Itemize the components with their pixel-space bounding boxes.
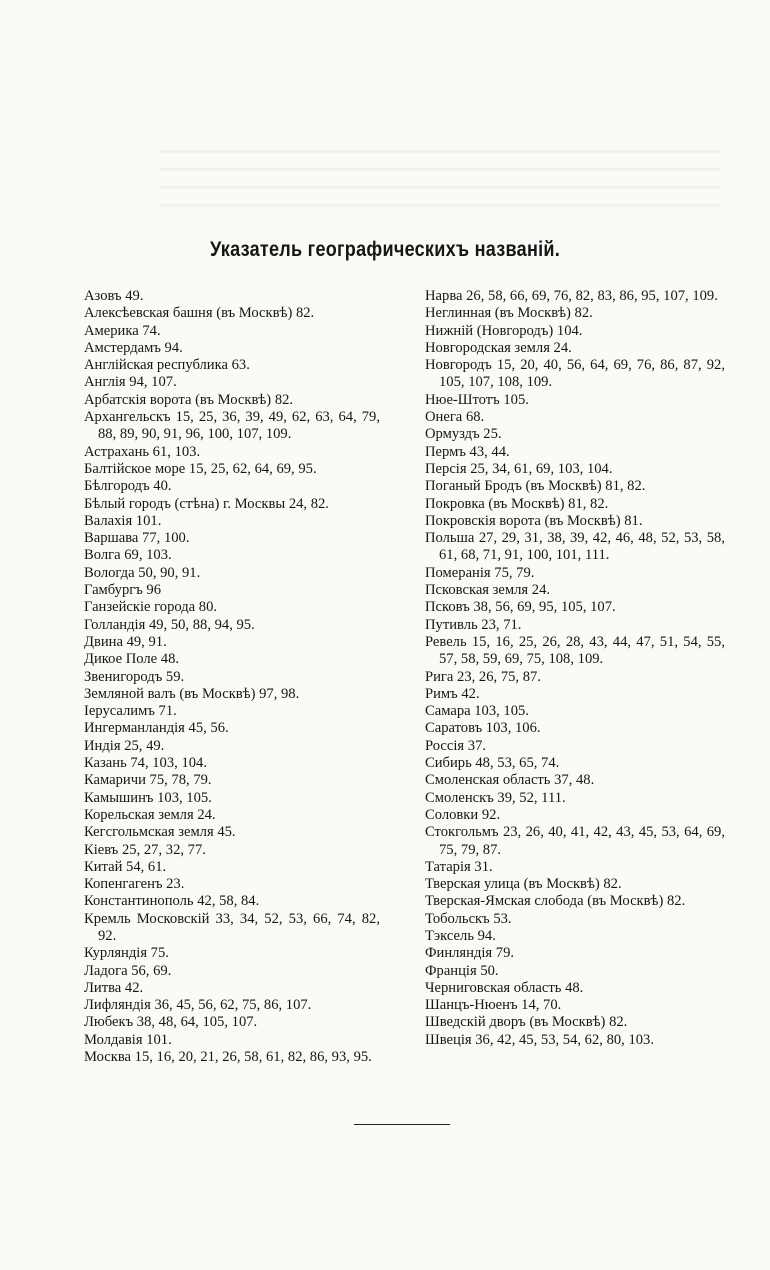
index-entry: Камышинъ 103, 105. — [84, 789, 212, 806]
index-column-right — [425, 288, 725, 1049]
index-entry: Франція 50. — [425, 962, 499, 979]
index-entry: Копенгагенъ 23. — [84, 876, 185, 893]
index-entry: Ормуздъ 25. — [425, 426, 502, 443]
index-entry: Земляной валъ (въ Москвѣ) 97, 98. — [84, 685, 300, 702]
index-entry: Англійская республика 63. — [84, 357, 250, 374]
index-entry: Тверская улица (въ Москвѣ) 82. — [425, 876, 622, 893]
index-entry: Нижній (Новгородъ) 104. — [425, 322, 583, 339]
index-entry: Архангельскъ 15, 25, 36, 39, 49, 62, 63, 64, 79, 88, 89, 90, 91, 96, 100, 107, 109. — [84, 409, 380, 443]
index-entry: Кегсгольмская земля 45. — [84, 824, 236, 841]
index-entry: Казань 74, 103, 104. — [84, 755, 207, 772]
index-entry: Литва 42. — [84, 979, 144, 996]
index-entry: Тобольскъ 53. — [425, 910, 512, 927]
index-entry: Соловки 92. — [425, 806, 501, 823]
index-entry: Новгородская земля 24. — [425, 339, 572, 356]
index-entry: Гамбургъ 96 — [84, 582, 162, 599]
index-entry: Америка 74. — [84, 322, 161, 339]
index-entry: Амстердамъ 94. — [84, 339, 183, 356]
index-entry: Покровскія ворота (въ Москвѣ) 81. — [425, 512, 643, 529]
index-entry: Звенигородъ 59. — [84, 668, 185, 685]
index-entry: Шведскій дворъ (въ Москвѣ) 82. — [425, 1014, 628, 1031]
index-entry: Ганзейскіе города 80. — [84, 599, 218, 616]
index-entry: Ревель 15, 16, 25, 26, 28, 43, 44, 47, 51, 54, 55, 57, 58, 59, 69, 75, 108, 109. — [425, 633, 725, 668]
closing-rule — [354, 1124, 450, 1125]
index-entry: Валахія 101. — [84, 512, 162, 529]
index-entry: Лифляндія 36, 45, 56, 62, 75, 86, 107. — [84, 997, 312, 1014]
index-entry: Тверская-Ямская слобода (въ Москвѣ) 82. — [425, 893, 686, 910]
index-entry: Новгородъ 15, 20, 40, 56, 64, 69, 76, 86, 87, 92, 105, 107, 108, 109. — [425, 357, 725, 391]
index-entry: Двина 49, 91. — [84, 633, 167, 650]
index-entry: Сибирь 48, 53, 65, 74. — [425, 755, 560, 772]
index-entry: Тэксель 94. — [425, 927, 496, 944]
index-entry: Азовъ 49. — [84, 288, 144, 304]
index-entry: Дикое Поле 48. — [84, 651, 180, 668]
index-entry: Пермъ 43, 44. — [425, 443, 510, 460]
index-entry: Бѣлый городъ (стѣна) г. Москвы 24, 82. — [84, 495, 329, 512]
index-entry: Ингерманландія 45, 56. — [84, 720, 229, 737]
index-entry: Персія 25, 34, 61, 69, 103, 104. — [425, 460, 613, 477]
index-entry: Неглинная (въ Москвѣ) 82. — [425, 305, 593, 322]
index-entry: Саратовъ 103, 106. — [425, 720, 541, 737]
index-entry: Псковъ 38, 56, 69, 95, 105, 107. — [425, 599, 616, 616]
index-entry: Швеція 36, 42, 45, 53, 54, 62, 80, 103. — [425, 1031, 655, 1048]
index-entry: Іерусалимъ 71. — [84, 703, 177, 720]
index-entry: Путивль 23, 71. — [425, 616, 522, 633]
index-entry: Камаричи 75, 78, 79. — [84, 772, 212, 789]
index-entry: Константинополь 42, 58, 84. — [84, 893, 260, 910]
index-entry: Англія 94, 107. — [84, 374, 177, 391]
index-entry: Алексѣевская башня (въ Москвѣ) 82. — [84, 305, 315, 322]
index-entry: Стокгольмъ 23, 26, 40, 41, 42, 43, 45, 53, 64, 69, 75, 79, 87. — [425, 824, 725, 858]
index-entry: Корельская земля 24. — [84, 806, 216, 823]
index-entry: Курляндія 75. — [84, 945, 169, 962]
index-entry: Римъ 42. — [425, 685, 480, 702]
index-entry: Волга 69, 103. — [84, 547, 172, 564]
index-entry: Татарія 31. — [425, 858, 493, 875]
index-entry: Онега 68. — [425, 409, 485, 426]
index-entry: Ладога 56, 69. — [84, 962, 172, 979]
index-entry: Нюе-Штотъ 105. — [425, 391, 529, 408]
index-entry: Любекъ 38, 48, 64, 105, 107. — [84, 1014, 258, 1031]
index-entry: Астрахань 61, 103. — [84, 443, 201, 460]
index-entry: Балтійское море 15, 25, 62, 64, 69, 95. — [84, 460, 317, 477]
index-entry: Вологда 50, 90, 91. — [84, 564, 201, 581]
index-entry: Молдавія 101. — [84, 1031, 172, 1048]
index-entry: Финляндія 79. — [425, 945, 515, 962]
index-entry: Смоленская область 37, 48. — [425, 772, 595, 789]
index-entry: Шанцъ-Нюенъ 14, 70. — [425, 997, 562, 1014]
index-entry: Померанія 75, 79. — [425, 564, 535, 581]
index-entry: Рига 23, 26, 75, 87. — [425, 668, 541, 685]
index-column-left — [84, 288, 380, 1066]
index-entry: Бѣлгородъ 40. — [84, 478, 172, 495]
index-entry: Арбатскія ворота (въ Москвѣ) 82. — [84, 391, 294, 408]
index-entry: Москва 15, 16, 20, 21, 26, 58, 61, 82, 86, 93, 95. — [84, 1049, 372, 1066]
index-entry: Кремль Московскій 33, 34, 52, 53, 66, 74, 82, 92. — [84, 910, 380, 944]
index-entry: Нарва 26, 58, 66, 69, 76, 82, 83, 86, 95, 107, 109. — [425, 288, 718, 304]
index-entry: Смоленскъ 39, 52, 111. — [425, 789, 566, 806]
bleed-through-shadow — [160, 150, 720, 210]
index-entry: Россія 37. — [425, 737, 487, 754]
index-entry: Покровка (въ Москвѣ) 81, 82. — [425, 495, 609, 512]
index-entry: Поганый Бродъ (въ Москвѣ) 81, 82. — [425, 478, 646, 495]
index-entry: Индія 25, 49. — [84, 737, 165, 754]
index-entry: Варшава 77, 100. — [84, 530, 190, 547]
index-entry: Кіевъ 25, 27, 32, 77. — [84, 841, 206, 858]
index-entry: Самара 103, 105. — [425, 703, 529, 720]
index-entry: Голландія 49, 50, 88, 94, 95. — [84, 616, 255, 633]
index-entry: Псковская земля 24. — [425, 582, 551, 599]
index-entry: Китай 54, 61. — [84, 858, 167, 875]
index-entry: Черниговская область 48. — [425, 979, 584, 996]
index-entry: Польша 27, 29, 31, 38, 39, 42, 46, 48, 52, 53, 58, 61, 68, 71, 91, 100, 101, 111. — [425, 530, 725, 564]
index-title: Указатель географическихъ названій. — [209, 238, 561, 261]
